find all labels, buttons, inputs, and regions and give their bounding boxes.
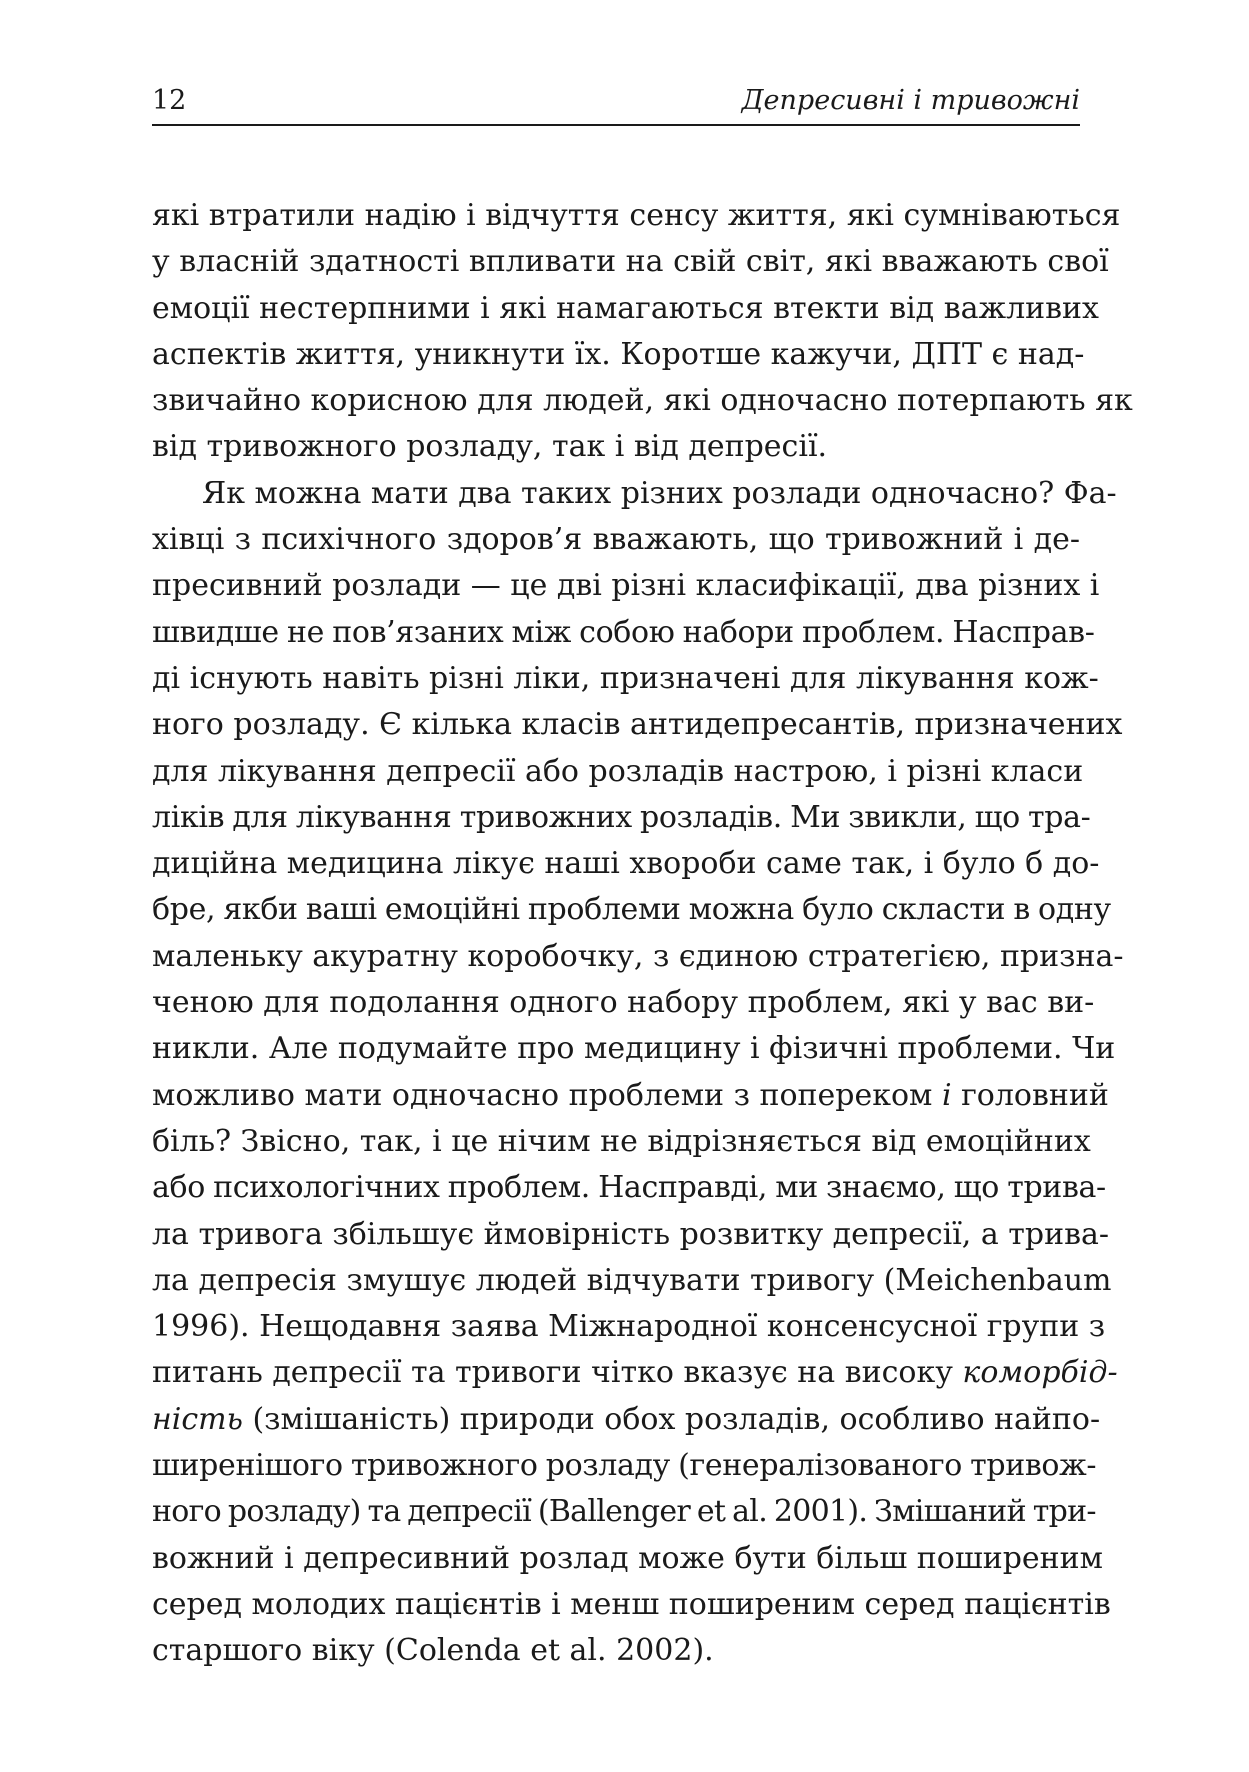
text-line: ного розладу. Є кілька класів антидепресантів, призначених [152,707,1123,743]
text-line: для лікування депресії або розладів настрою, і різні класи [152,753,1084,789]
text-line: ного розладу) та депресії (Ballenger et al. 2001). Змішаний три- [152,1494,1096,1530]
emphasis-run: і [941,1077,952,1113]
text-line: швидше не пов’язаних між собою набори проблем. Насправ- [152,614,1095,650]
text-line: ла депресія змушує людей відчувати тривогу (Meichenbaum [152,1262,1112,1298]
text-line: від тривожного розладу, так і від депресії. [152,429,828,465]
text-line: ді існують навіть різні ліки, призначені для лікування кож- [152,660,1099,696]
emphasis-run: ність [152,1401,243,1437]
text-line: звичайно корисною для людей, які одночасно потерпають як [152,383,1133,419]
text-line [152,1073,1109,1119]
text-line: ліків для лікування тривожних розладів. Ми звикли, що тра- [152,799,1091,835]
page-header [152,84,1080,124]
text-run: питань депресії та тривоги чітко вказує на високу [152,1355,963,1391]
text-line: диційна медицина лікує наші хвороби саме так, і було б до- [152,846,1100,882]
header-rule [152,124,1080,126]
running-title: Депресивні і тривожні [741,85,1080,116]
text-line: никли. Але подумайте про медицину і фізичні проблеми. Чи [152,1031,1116,1067]
text-line: серед молодих пацієнтів і менш поширеним серед пацієнтів [152,1586,1111,1622]
text-line: хівці з психічного здоров’я вважають, що тривожний і де- [152,522,1080,558]
text-line: які втратили надію і відчуття сенсу життя, які сумніваються [152,198,1121,233]
text-line: 1996). Нещодавня заява Міжнародної консенсусної групи з [152,1309,1106,1345]
text-line: Як можна мати два таких різних розлади одночасно? Фа- [202,475,1117,511]
text-line: або психологічних проблем. Насправді, ми знаємо, що трива- [152,1170,1106,1206]
text-line: у власній здатності впливати на свій світ, які вважають свої [152,244,1109,280]
text-line: пресивний розлади — це дві різні класифікації, два різних і [152,568,1100,604]
text-line: емоції нестерпними і які намагаються втекти від важливих [152,290,1099,326]
text-line: ченою для подолання одного набору проблем, які у вас ви- [152,985,1095,1021]
text-line: ширенішого тривожного розладу (генералізованого тривож- [152,1448,1097,1484]
page-number: 12 [152,85,187,116]
text-line: старшого віку (Colenda et al. 2002). [152,1633,714,1669]
text-run: можливо мати одночасно проблеми з попереком [152,1077,942,1113]
text-line: маленьку акуратну коробочку, з єдиною стратегією, призна- [152,938,1124,974]
text-line: бре, якби ваші емоційні проблеми можна було скласти в одну [152,892,1111,928]
text-line [152,1350,1118,1396]
text-line: ла тривога збільшує ймовірність розвитку депресії, а трива- [152,1216,1110,1252]
emphasis-run: коморбід- [962,1355,1118,1391]
text-line: вожний і депресивний розлад може бути більш поширеним [152,1540,1103,1576]
text-run: (змішаність) природи обох розладів, особливо найпо- [242,1401,1101,1437]
text-line [152,1397,1101,1443]
text-line: аспектів життя, уникнути їх. Коротше кажучи, ДПТ є над- [152,336,1085,372]
body-text [152,193,1133,1675]
text-line: біль? Звісно, так, і це нічим не відрізняється від емоційних [152,1123,1091,1159]
text-run: головний [951,1077,1109,1113]
